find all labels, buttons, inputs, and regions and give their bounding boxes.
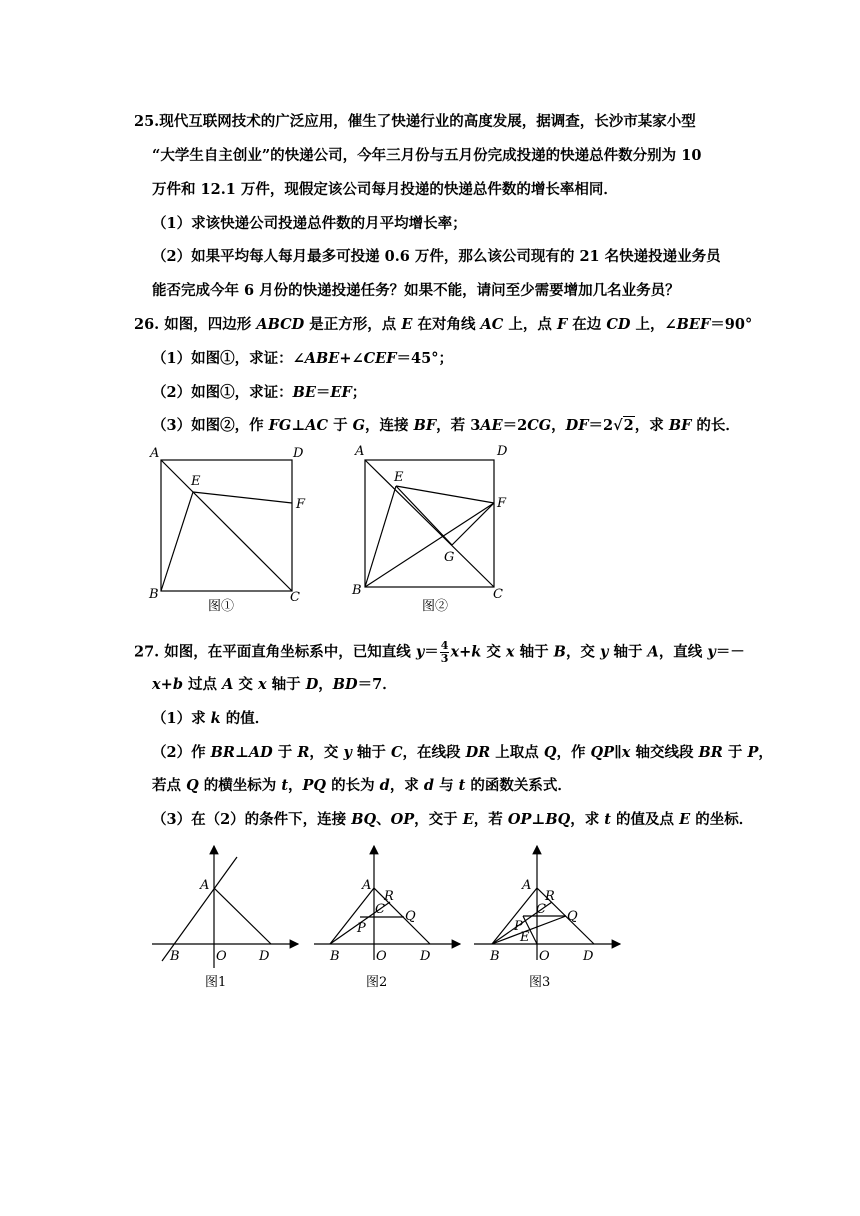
fig2-label-r: R <box>384 889 394 904</box>
q27-var: d <box>379 777 390 794</box>
q27-text: ∥ <box>614 744 622 761</box>
q27-stem-line2 <box>152 675 397 695</box>
q26-text: （3）如图②，作 <box>152 417 269 434</box>
q26-stem-text: 是正方形，点 <box>304 316 402 333</box>
q27-text: 上取点 <box>490 744 544 761</box>
q26-var: ABE <box>304 350 340 367</box>
label-a-2: A <box>355 444 365 459</box>
segment-bf-2 <box>365 503 494 587</box>
q25-part2b: 能否完成今年 6 月份的快递投递任务？如果不能，请问至少需要增加几名业务员？ <box>152 282 680 299</box>
q27-var: OP <box>507 811 532 828</box>
fig3-label-r: R <box>545 889 555 904</box>
label-b-2: B <box>352 583 362 598</box>
q26-var: EF <box>330 384 352 401</box>
label-f: F <box>296 497 306 512</box>
fraction-4-3 <box>440 640 450 665</box>
q27-var: k <box>471 643 482 661</box>
line-ad-1 <box>214 888 271 944</box>
q26-var: G <box>352 417 366 434</box>
q26-text: ＝ <box>315 384 331 401</box>
q27-var: P <box>747 744 759 761</box>
square-abcd-2 <box>365 460 494 587</box>
q27-text: 的长为 <box>326 777 380 794</box>
label-e: E <box>191 474 201 489</box>
q27-number: 27. <box>134 643 160 661</box>
fraction-numerator: 4 <box>440 639 449 652</box>
q27-var: D <box>305 676 319 693</box>
q26-text: （2）如图①，求证： <box>152 384 293 401</box>
segment-ef-2 <box>396 486 494 503</box>
q26-stem-text: 如图，四边形 <box>164 316 257 333</box>
q27-text: ，求 <box>570 811 605 828</box>
q27-var: AD <box>248 744 273 761</box>
q27-text: 轴于 <box>608 643 648 661</box>
q27-text: ，作 <box>556 744 591 761</box>
q27-var: k <box>210 710 221 727</box>
q26-text: +∠ <box>339 350 364 367</box>
q27-var: PQ <box>302 777 327 794</box>
q27-stem <box>134 640 745 665</box>
q27-var: y <box>415 643 425 661</box>
q27-var: t <box>281 777 289 794</box>
q27-var: E <box>679 811 691 828</box>
q27-var: R <box>297 744 310 761</box>
fig3-label-e: E <box>520 930 530 945</box>
q27-text: ＝－ <box>715 643 745 661</box>
q26-var: BEF <box>676 316 711 333</box>
q27-var: x <box>450 643 460 661</box>
q25-number: 25. <box>134 113 160 130</box>
segment-fg-2 <box>452 503 494 545</box>
q27-text: ，交于 <box>414 811 463 828</box>
q26-var: CG <box>527 417 552 434</box>
q26-text: ＝2 <box>502 417 528 434</box>
line-ad-3 <box>537 888 594 944</box>
fig1-lines <box>152 846 298 968</box>
q27-var: BR <box>698 744 723 761</box>
q26-var: CEF <box>363 350 397 367</box>
q27-text: ， <box>318 676 333 693</box>
fig2-caption-27: 图2 <box>366 975 388 990</box>
q26-text: ； <box>351 384 367 401</box>
segment-be-2 <box>365 486 396 587</box>
segment-eg-2 <box>396 486 452 545</box>
q26-var: F <box>556 316 568 333</box>
q27-text: 的坐标． <box>690 811 754 828</box>
line-ab-3 <box>492 888 537 944</box>
q26-var: ABCD <box>256 316 305 333</box>
line-ab-1 <box>162 857 237 961</box>
q26-text: ，求 <box>634 417 669 434</box>
q27-var: t <box>458 777 466 794</box>
q27-var: Q <box>543 744 557 761</box>
q27-var: QP <box>590 744 615 761</box>
q27-text: 若点 <box>152 777 187 794</box>
fig3-label-q: Q <box>567 909 578 924</box>
q26-text: ＝45°； <box>396 350 453 367</box>
q26-var: AE <box>480 417 503 434</box>
q27-text: ，若 <box>473 811 508 828</box>
q27-text: ，直线 <box>658 643 708 661</box>
q26-var: E <box>401 316 413 333</box>
q27-text: 交 <box>233 676 258 693</box>
q26-var: AC <box>480 316 504 333</box>
fraction-denominator: 3 <box>440 652 449 665</box>
q25-part1: （1）求该快递公司投递总件数的月平均增长率； <box>152 215 467 232</box>
q25-part2a: （2）如果平均每人每月最多可投递 0.6 万件，那么该公司现有的 21 名快递投递业务员 <box>152 248 721 265</box>
q26-var: CD <box>606 316 631 333</box>
q27-text: （3）在（2）的条件下，连接 <box>152 811 352 828</box>
q27-var: y <box>707 643 716 661</box>
label-d: D <box>293 446 304 461</box>
q27-text: 轴于 <box>266 676 306 693</box>
fig3-label-c: C <box>536 902 546 917</box>
q26-var: AC <box>305 417 329 434</box>
q26-part1 <box>152 349 453 369</box>
q27-text: ＝ <box>424 643 439 661</box>
q27-var: C <box>390 744 403 761</box>
q26-var: BE <box>292 384 316 401</box>
fig3-label-p: P <box>514 919 523 934</box>
q27-text: 的值． <box>220 710 270 727</box>
fig1-label-b: B <box>170 949 180 964</box>
q26-var: DF <box>565 417 589 434</box>
fig1-caption: 图① <box>208 599 235 614</box>
q27-var: b <box>172 676 183 693</box>
q26-part3 <box>152 416 740 436</box>
q26-stem-text: 在边 <box>567 316 607 333</box>
q26-stem <box>134 315 752 335</box>
q26-text: ， <box>551 417 566 434</box>
q27-text: （1）求 <box>152 710 211 727</box>
line-br-3 <box>492 902 552 944</box>
label-c-2: C <box>493 587 503 602</box>
fig3-label-o: O <box>539 949 550 964</box>
sqrt-radicand: 2 <box>623 417 634 434</box>
q26-var: BF <box>413 417 437 434</box>
q26-text: 的长． <box>691 417 740 434</box>
q26-text: ，若 3 <box>436 417 481 434</box>
q27-text: 的函数关系式． <box>465 777 572 794</box>
fig2-label-o: O <box>376 949 387 964</box>
q27-text: 轴交线段 <box>630 744 699 761</box>
q27-text: 轴于 <box>351 744 391 761</box>
q27-var: x <box>621 744 631 761</box>
q27-part1 <box>152 709 269 729</box>
fig2-label-b: B <box>330 949 340 964</box>
q27-text: 于 <box>722 744 748 761</box>
q26-var: FG <box>268 417 292 434</box>
q27-text: ，交 <box>565 643 600 661</box>
q27-var: t <box>604 811 611 828</box>
q27-text: + <box>459 643 472 661</box>
sqrt-symbol: √ <box>613 417 623 434</box>
fig3-label-b: B <box>490 949 500 964</box>
q27-part3 <box>152 810 753 830</box>
fig2-caption: 图② <box>422 599 449 614</box>
q27-text: 过点 <box>182 676 223 693</box>
q27-part2b <box>152 776 572 796</box>
fig3-caption-27: 图3 <box>529 975 551 990</box>
q27-text: + <box>160 676 173 693</box>
q26-stem-text: 上，∠ <box>630 316 677 333</box>
q25-line2: “大学生自主创业”的快递公司，今年三月份与五月份完成投递的快递总件数分别为 10 <box>152 147 702 164</box>
q27-var: BD <box>332 676 358 693</box>
q27-text: ，求 <box>389 777 424 794</box>
q27-var: BQ <box>545 811 571 828</box>
q27-text: ⊥ <box>234 744 249 761</box>
q27-var: Q <box>186 777 199 794</box>
q26-part2 <box>152 383 366 403</box>
q25-line1 <box>134 112 696 132</box>
line-ab-2 <box>330 888 374 944</box>
q27-var: y <box>600 643 609 661</box>
q27-text: 、 <box>376 811 391 828</box>
q27-text: ，在线段 <box>402 744 466 761</box>
fig2-label-c: C <box>375 902 385 917</box>
fig3-lines <box>474 846 620 960</box>
q27-text: （2）作 <box>152 744 211 761</box>
q27-var: B <box>553 643 566 661</box>
label-e-2: E <box>394 470 404 485</box>
q27-var: E <box>462 811 474 828</box>
q26-stem-text: 在对角线 <box>412 316 481 333</box>
q26-text: 于 <box>328 417 353 434</box>
q26-text: ＝2 <box>588 417 614 434</box>
q27-text: ⊥ <box>531 811 546 828</box>
q27-text: 的值及点 <box>610 811 680 828</box>
square-abcd <box>161 460 292 591</box>
line-bq-3 <box>492 916 566 944</box>
q27-text: 的横坐标为 <box>198 777 282 794</box>
label-f-2: F <box>497 496 507 511</box>
fig1-label-o: O <box>216 949 227 964</box>
line-ad-2 <box>374 888 430 944</box>
q26-text: ，连接 <box>365 417 414 434</box>
q26-number: 26. <box>134 316 160 333</box>
q27-text: 轴于 <box>514 643 554 661</box>
q27-var: BQ <box>351 811 377 828</box>
label-a: A <box>150 446 160 461</box>
q27-var: x <box>152 676 161 693</box>
fig3-label-a: A <box>522 878 532 893</box>
fig1-label-a: A <box>200 878 210 893</box>
q27-text: 交 <box>481 643 506 661</box>
fig2-label-q: Q <box>405 909 416 924</box>
q27-var: A <box>647 643 659 661</box>
fig1-caption-27: 图1 <box>205 975 227 990</box>
fig2-label-d: D <box>420 949 431 964</box>
q27-text: 于 <box>272 744 298 761</box>
q25-text-line1: 现代互联网技术的广泛应用，催生了快递行业的高度发展，据调查，长沙市某家小型 <box>159 113 696 130</box>
q27-text: 如图，在平面直角坐标系中，已知直线 <box>164 643 416 661</box>
fig2-lines <box>314 846 460 960</box>
q27-var: x <box>505 643 515 661</box>
q27-var: x <box>257 676 267 693</box>
q25-line3: 万件和 12.1 万件，现假定该公司每月投递的快递总件数的增长率相同． <box>152 181 618 198</box>
segment-be <box>161 492 193 591</box>
fig2-label-a: A <box>362 878 372 893</box>
label-g-2: G <box>444 550 455 565</box>
segment-ef <box>193 492 292 503</box>
label-c: C <box>290 590 300 605</box>
q27-text: ， <box>758 744 773 761</box>
q26-stem-text: 上，点 <box>503 316 557 333</box>
fig1-label-d: D <box>259 949 270 964</box>
diagonal-ac <box>161 460 292 591</box>
q27-var: d <box>423 777 435 794</box>
q26-stem-text: ＝90° <box>710 316 753 333</box>
fig2-label-p: P <box>357 921 366 936</box>
q27-var: y <box>343 744 352 761</box>
q27-text: ，交 <box>309 744 344 761</box>
q26-text: （1）如图①，求证：∠ <box>152 350 305 367</box>
q27-text: 与 <box>434 777 459 794</box>
q27-text: ， <box>288 777 303 794</box>
q27-part2 <box>152 743 773 763</box>
q26-var: BF <box>668 417 692 434</box>
q27-var: OP <box>390 811 415 828</box>
q26-text: ⊥ <box>291 417 306 434</box>
q27-var: DR <box>465 744 491 761</box>
label-b: B <box>149 587 159 602</box>
q27-var: A <box>222 676 234 693</box>
line-br-2 <box>330 902 390 944</box>
fig3-label-d: D <box>583 949 594 964</box>
line-op-3 <box>523 916 537 944</box>
q27-text: ＝7． <box>357 676 397 693</box>
diagonal-ac-2 <box>365 460 494 587</box>
label-d-2: D <box>497 444 508 459</box>
q27-var: BR <box>210 744 235 761</box>
